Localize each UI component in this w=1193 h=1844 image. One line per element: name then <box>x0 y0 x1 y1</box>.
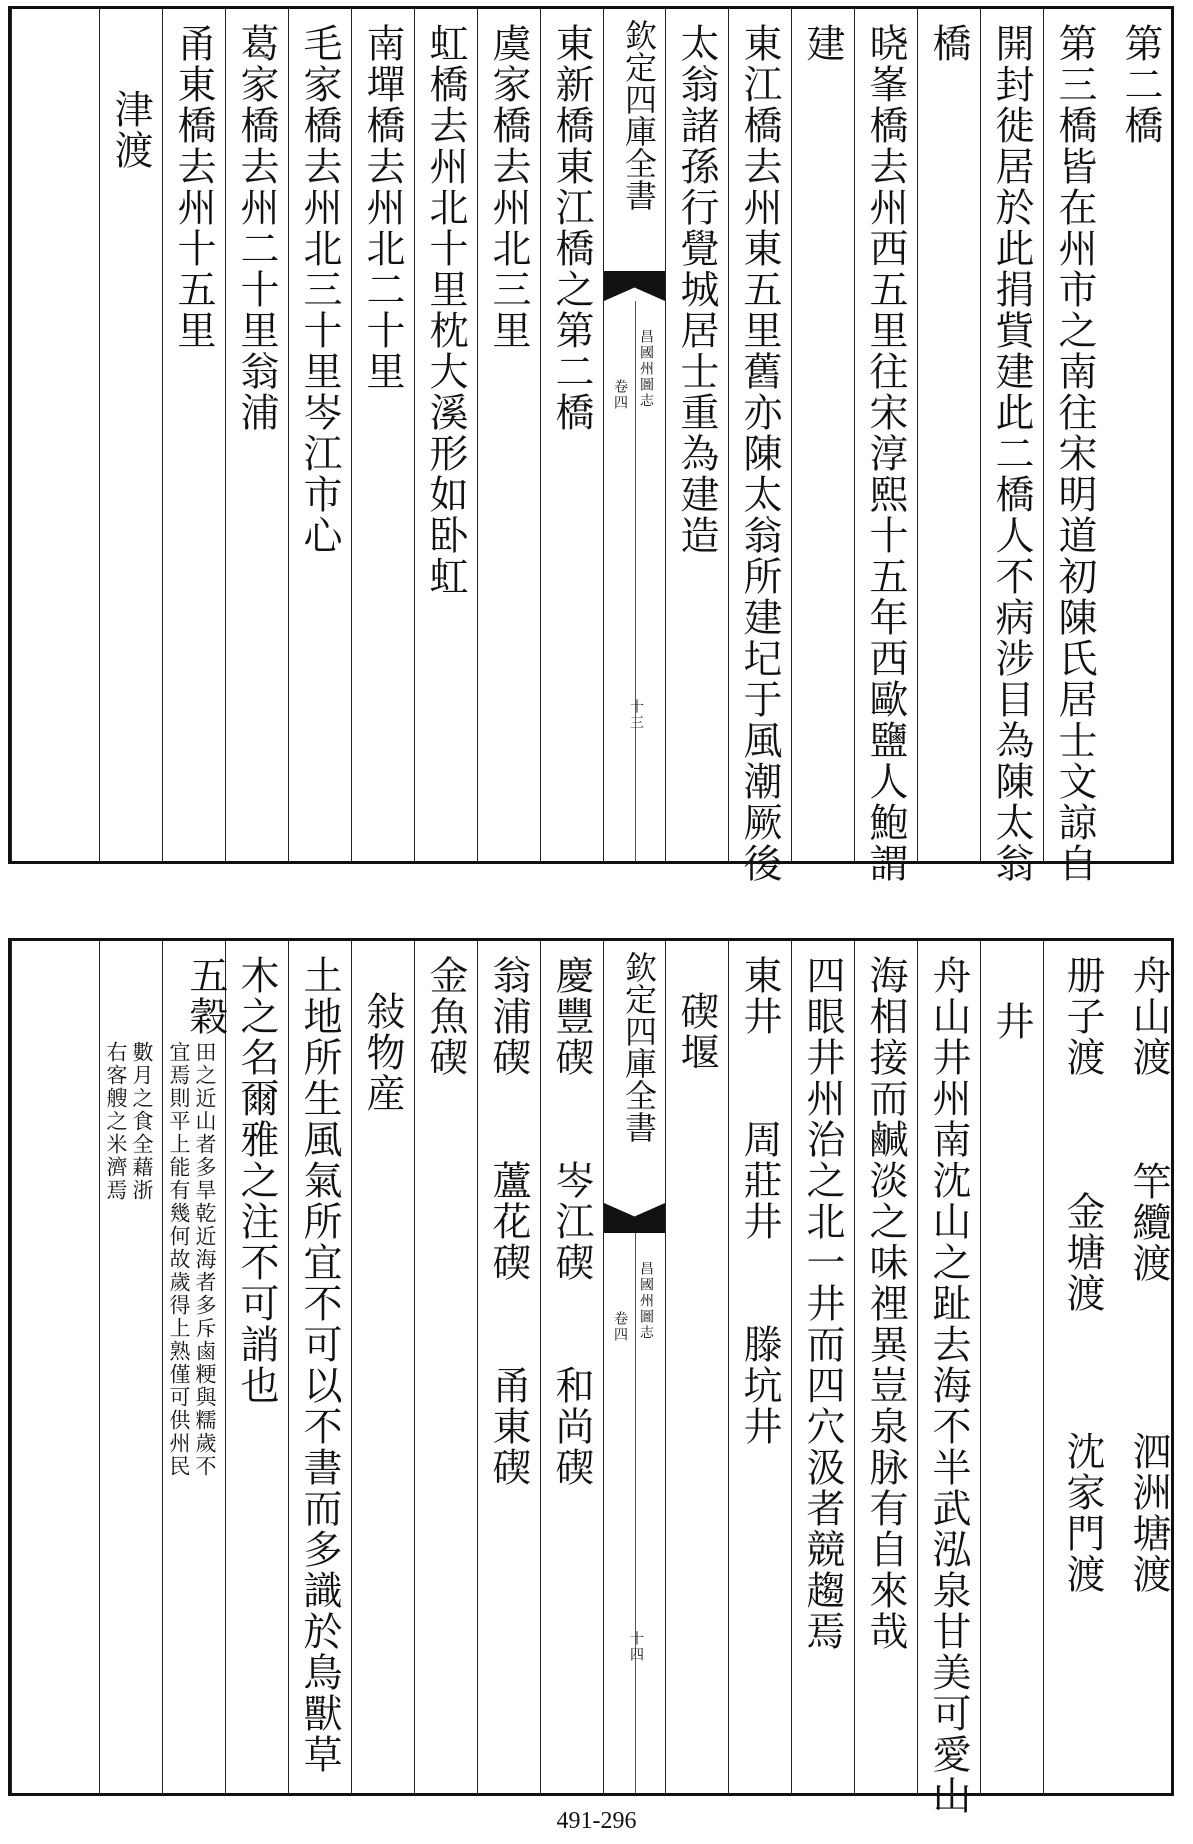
column-text: 第二橋 <box>1118 23 1163 146</box>
spine-book-title: 昌國州圖志 <box>638 1261 654 1341</box>
column-text: 四眼井州治之北一井而四穴汲者競趨焉 <box>800 955 845 1652</box>
spine-rule <box>635 301 636 861</box>
column-text: 舟山井州南沈山之趾去海不半武泓泉甘美可愛山 <box>926 955 971 1816</box>
text-column <box>351 9 414 861</box>
column-text: 井 <box>989 1001 1034 1042</box>
column-text: 東江橋去州東五里舊亦陳太翁所建圮于風潮厥後 <box>737 23 782 884</box>
column-text: 津渡 <box>108 89 153 171</box>
text-column <box>225 941 288 1793</box>
column-text: 甬東橋去州十五里 <box>171 23 216 351</box>
page-spine <box>603 9 665 861</box>
text-column <box>288 941 351 1793</box>
empty-column <box>11 941 99 1793</box>
column-text: 碶堰 <box>674 991 719 1073</box>
page-footer-number: 491-296 <box>556 1808 637 1834</box>
text-column <box>540 941 603 1793</box>
text-column <box>351 941 414 1793</box>
spine-book-title: 昌國州圖志 <box>638 329 654 409</box>
column-text: 金魚碶 <box>423 955 468 1078</box>
page-bottom <box>8 938 1174 1816</box>
ferry-entry: 竿纜渡 <box>1126 1161 1171 1284</box>
spine-rule <box>635 1233 636 1793</box>
annotation-note: 田之近山者多旱乾近海者多斥鹵粳與糯歲不 <box>193 1041 217 1478</box>
text-column <box>1043 9 1106 884</box>
ferry-entry: 舟山渡 <box>1126 955 1171 1078</box>
column-text: 翁浦碶 蘆花碶 甬東碶 <box>486 955 531 1488</box>
text-column <box>99 941 162 1793</box>
text-column <box>917 941 980 1816</box>
column-text: 開封徙居於此捐貲建此二橋人不病涉目為陳太翁 <box>989 23 1034 884</box>
empty-column <box>11 9 99 861</box>
column-text: 晓峯橋去州西五里往宋淳熙十五年西歐鹽人鮑謂 <box>863 23 908 884</box>
text-column <box>665 941 728 1793</box>
ferry-entry: 册子渡 <box>1060 955 1105 1078</box>
column-text: 東井 周莊井 滕坑井 <box>737 955 782 1447</box>
text-column <box>854 9 917 884</box>
column-text: 建 <box>800 23 845 64</box>
text-column <box>980 9 1043 884</box>
text-column <box>162 9 225 861</box>
text-column <box>728 9 791 884</box>
column-text: 虞家橋去州北三里 <box>486 23 531 351</box>
annotation-note: 宜焉則平上能有幾何故歲得上熟僅可供州民 <box>167 1041 191 1478</box>
text-column <box>540 9 603 861</box>
text-column <box>288 9 351 861</box>
annotation-note: 右客艘之米濟焉 <box>104 1041 128 1202</box>
column-text: 太翁諸孫行覺城居士重為建造 <box>674 23 719 556</box>
ferry-column <box>1043 941 1106 1793</box>
spine-page-number: 十三 <box>628 699 644 731</box>
column-text: 第三橋皆在州市之南往宋明道初陳氏居士文諒自 <box>1052 23 1097 884</box>
page-spine <box>603 941 665 1793</box>
column-text: 木之名爾雅之注不可誚也 <box>234 955 279 1406</box>
column-text: 敍物産 <box>360 991 405 1114</box>
spine-page-number: 十四 <box>628 1631 644 1663</box>
text-column <box>477 9 540 861</box>
fishtail-mark <box>604 271 665 301</box>
ferry-entry: 沈家門渡 <box>1060 1431 1105 1595</box>
ferry-column <box>1106 941 1172 1793</box>
spine-title: 欽定四庫全書 <box>620 19 658 211</box>
ferry-entry: 金塘渡 <box>1060 1191 1105 1314</box>
spine-volume: 卷四 <box>612 379 628 411</box>
column-text: 五穀 <box>183 955 228 1037</box>
text-column <box>1106 9 1172 861</box>
column-text: 海相接而鹹淡之味𥚃異豈泉脉有自來哉 <box>863 955 908 1652</box>
text-column <box>414 9 477 861</box>
annotation-note: 數月之食全藉浙 <box>130 1041 154 1202</box>
spine-volume: 卷四 <box>612 1311 628 1343</box>
column-text: 毛家橋去州北三十里岑江市心 <box>297 23 342 556</box>
column-text: 東新橋東江橋之第二橋 <box>549 23 594 433</box>
column-text: 虹橋去州北十里枕大溪形如卧虹 <box>423 23 468 597</box>
column-text: 土地所生風氣所宜不可以不書而多識於鳥獸草 <box>297 955 342 1775</box>
text-column <box>980 941 1043 1793</box>
page-top <box>8 6 1174 884</box>
fishtail-mark <box>604 1203 665 1233</box>
column-text: 葛家橋去州二十里翁浦 <box>234 23 279 433</box>
column-text: 南墠橋去州北二十里 <box>360 23 405 392</box>
column-text: 橋 <box>926 23 971 64</box>
column-text: 慶豐碶 岑江碶 和尚碶 <box>549 955 594 1488</box>
text-column <box>99 9 162 861</box>
text-column <box>791 9 854 861</box>
text-column <box>728 941 791 1793</box>
text-column <box>791 941 854 1793</box>
text-column <box>162 941 228 1793</box>
text-column <box>854 941 917 1793</box>
text-column <box>414 941 477 1793</box>
ferry-entry: 泗洲塘渡 <box>1126 1431 1171 1595</box>
text-column <box>665 9 728 861</box>
spine-title: 欽定四庫全書 <box>620 951 658 1143</box>
text-column <box>477 941 540 1793</box>
text-column <box>917 9 980 861</box>
text-column <box>225 9 288 861</box>
